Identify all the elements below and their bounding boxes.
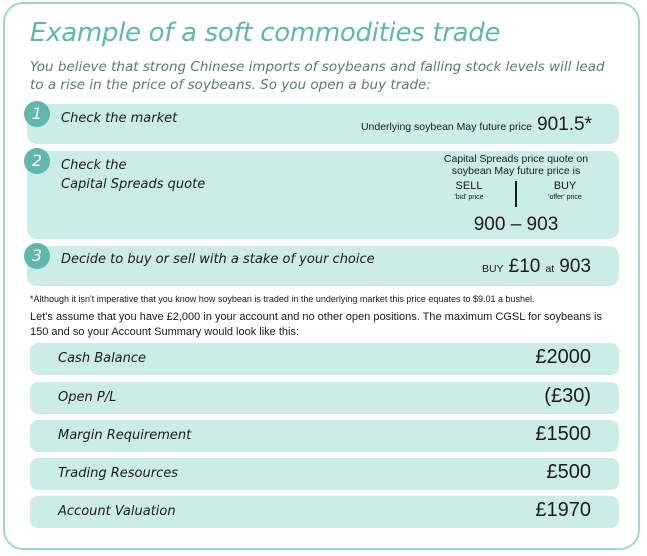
- step-label-line2: Capital Spreads quote: [61, 177, 206, 192]
- account-row-label: Trading Resources: [58, 466, 178, 481]
- step-number: 3: [24, 243, 50, 269]
- intro-text: You believe that strong Chinese imports of soybeans and falling stock levels will lead to a rise in the price of soybeans. So you open a buy trade:: [30, 59, 605, 93]
- account-row-label: Account Valuation: [58, 504, 176, 519]
- trade-summary: [482, 256, 591, 278]
- account-row-cash-balance: [30, 343, 619, 375]
- quote-caption-line1: Capital Spreads price quote on: [443, 153, 589, 165]
- account-row-open-pl: [30, 382, 619, 414]
- bid-offer-row: [431, 180, 601, 210]
- account-row-value: £2000: [535, 346, 591, 368]
- buy-label: BUY: [553, 180, 577, 192]
- market-price-label: Underlying soybean May future price: [360, 121, 532, 133]
- trade-action: BUY: [481, 263, 504, 275]
- market-price-row: [361, 114, 592, 136]
- account-row-value: £1500: [535, 423, 591, 445]
- step-number: 2: [24, 148, 50, 174]
- page-title: Example of a soft commodities trade: [30, 18, 501, 48]
- step-number: 1: [24, 101, 50, 127]
- account-row-label: Margin Requirement: [58, 428, 192, 443]
- footnote: *Although it isn't imperative that you know how soybean is traded in the underlying market this price equates to $9.01 a bushel.: [30, 294, 535, 304]
- quote-panel: [431, 153, 601, 236]
- quote-value: 900 – 903: [473, 214, 559, 235]
- trade-price: 903: [559, 256, 591, 277]
- buy-sub: 'offer' price: [548, 194, 582, 201]
- step-check-quote: [27, 151, 619, 239]
- trade-stake: £10: [508, 256, 541, 277]
- account-row-value: £1970: [535, 499, 591, 521]
- quote-divider: [515, 181, 517, 207]
- step-label-line1: Check the: [61, 158, 127, 173]
- account-row-value: £500: [546, 461, 591, 483]
- account-row-account-valuation: [30, 496, 619, 528]
- sell-label: SELL: [455, 180, 483, 192]
- account-row-label: Open P/L: [58, 390, 117, 405]
- market-price-value: 901.5*: [537, 114, 592, 135]
- trade-at: at: [545, 263, 555, 275]
- assumption-text: Let's assume that you have £2,000 in your account and no other open positions. The maximum CGSL for soybeans is 150 and so your Account Summary would look like this:: [30, 311, 602, 338]
- step-label: Decide to buy or sell with a stake of your choice: [61, 252, 375, 267]
- account-row-trading-resources: [30, 458, 619, 490]
- step-decide-trade: [27, 246, 619, 286]
- quote-caption-line2: soybean May future price is: [451, 165, 581, 177]
- account-row-margin-requirement: [30, 420, 619, 452]
- account-row-value: (£30): [544, 385, 591, 407]
- sell-column: [449, 180, 489, 202]
- step-check-market: [27, 104, 619, 144]
- buy-column: [543, 180, 587, 202]
- account-row-label: Cash Balance: [58, 351, 147, 366]
- sell-sub: 'bid' price: [454, 194, 484, 201]
- step-label: Check the market: [61, 111, 178, 126]
